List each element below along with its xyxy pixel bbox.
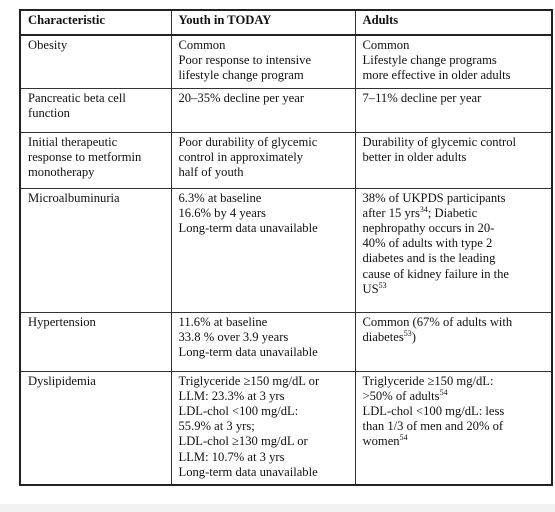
table-row <box>20 35 552 88</box>
cell-line: than 1/3 of men and 20% of <box>362 419 504 434</box>
cell-adults <box>355 371 552 485</box>
cell-line: LLM: 23.3% at 3 yrs <box>178 388 285 403</box>
cell-line: Triglyceride ≥150 mg/dL or <box>178 373 320 388</box>
bottom-edge-strip <box>0 504 555 512</box>
cell-line: 6.3% at baseline <box>178 190 262 205</box>
cell-characteristic <box>20 132 171 188</box>
table-row <box>20 88 552 132</box>
cell-line: US$^{53}$ <box>362 280 387 296</box>
cell-line: Common (67% of adults with <box>362 314 513 329</box>
cell-line: LDL-chol <100 mg/dL: less <box>362 404 505 419</box>
cell-line: Common <box>178 38 226 52</box>
header-adults: Adults <box>355 10 552 35</box>
table-row <box>20 371 552 485</box>
cell-characteristic <box>20 312 171 371</box>
cell-youth <box>171 188 355 312</box>
cell-line: 16.6% by 4 years <box>178 205 266 220</box>
cell-line: Long-term data unavailable <box>178 464 318 479</box>
cell-line: cause of kidney failure in the <box>362 266 510 281</box>
cell-line: 20–35% decline per year <box>178 90 305 105</box>
cell-line: diabetes and is the leading <box>362 251 496 266</box>
cell-line: 7–11% decline per year <box>362 90 482 105</box>
reference-superscript: 54 <box>399 433 408 443</box>
cell-line: Microalbuminuria <box>28 190 120 205</box>
cell-characteristic <box>20 35 171 88</box>
cell-line: Pancreatic beta cell <box>28 90 126 105</box>
cell-line: 38% of UKPDS participants <box>362 190 506 205</box>
table-header-row <box>20 10 552 35</box>
header-youth: Youth in TODAY <box>171 10 355 35</box>
cell-line: LDL-chol <100 mg/dL: <box>178 404 299 419</box>
cell-line: Poor durability of glycemic <box>178 134 318 149</box>
cell-characteristic <box>20 88 171 132</box>
cell-youth <box>171 35 355 88</box>
cell-line: Dyslipidemia <box>28 373 96 388</box>
cell-youth <box>171 88 355 132</box>
cell-youth <box>171 371 355 485</box>
cell-characteristic <box>20 188 171 312</box>
cell-line: Hypertension <box>28 314 96 329</box>
cell-line: Durability of glycemic control <box>362 134 517 149</box>
cell-line: more effective in older adults <box>362 68 511 83</box>
cell-line: lifestyle change program <box>178 68 304 83</box>
cell-line: nephropathy occurs in 20- <box>362 221 495 236</box>
cell-line: response to metformin <box>28 149 142 164</box>
comparison-table <box>19 9 553 486</box>
cell-line: 55.9% at 3 yrs; <box>178 419 255 434</box>
cell-adults <box>355 132 552 188</box>
cell-youth <box>171 132 355 188</box>
cell-line: Obesity <box>28 38 68 52</box>
cell-line: better in older adults <box>362 149 467 164</box>
cell-line: 40% of adults with type 2 <box>362 236 493 251</box>
cell-adults <box>355 312 552 371</box>
cell-line: LDL-chol ≥130 mg/dL or <box>178 434 308 449</box>
cell-youth <box>171 312 355 371</box>
cell-line: control in approximately <box>178 149 304 164</box>
reference-superscript: 53 <box>403 328 412 338</box>
cell-line: Common <box>362 38 410 52</box>
cell-adults <box>355 35 552 88</box>
table-row <box>20 312 552 371</box>
cell-characteristic <box>20 371 171 485</box>
cell-line: half of youth <box>178 165 244 180</box>
table-row <box>20 132 552 188</box>
table-row <box>20 188 552 312</box>
reference-superscript: 34 <box>419 204 428 214</box>
cell-adults <box>355 88 552 132</box>
cell-line: diabetes$^{53}$) <box>362 328 416 344</box>
cell-line: LLM: 10.7% at 3 yrs <box>178 449 285 464</box>
cell-line: >50% of adults$^{54}$ <box>362 387 448 403</box>
cell-line: Lifestyle change programs <box>362 53 497 68</box>
header-characteristic: Characteristic <box>20 10 171 35</box>
cell-line: women$^{54}$ <box>362 433 408 449</box>
cell-line: after 15 yrs$^{34}$; Diabetic <box>362 204 478 220</box>
cell-line: Triglyceride ≥150 mg/dL: <box>362 373 494 388</box>
cell-line: Long-term data unavailable <box>178 221 318 236</box>
cell-line: 33.8 % over 3.9 years <box>178 329 289 344</box>
reference-superscript: 54 <box>439 387 448 397</box>
cell-line: Poor response to intensive <box>178 53 312 68</box>
cell-line: 11.6% at baseline <box>178 314 268 329</box>
cell-line: monotherapy <box>28 165 95 180</box>
cell-line: Long-term data unavailable <box>178 345 318 360</box>
reference-superscript: 53 <box>378 280 387 290</box>
cell-line: function <box>28 105 70 120</box>
cell-line: Initial therapeutic <box>28 134 118 149</box>
cell-adults <box>355 188 552 312</box>
